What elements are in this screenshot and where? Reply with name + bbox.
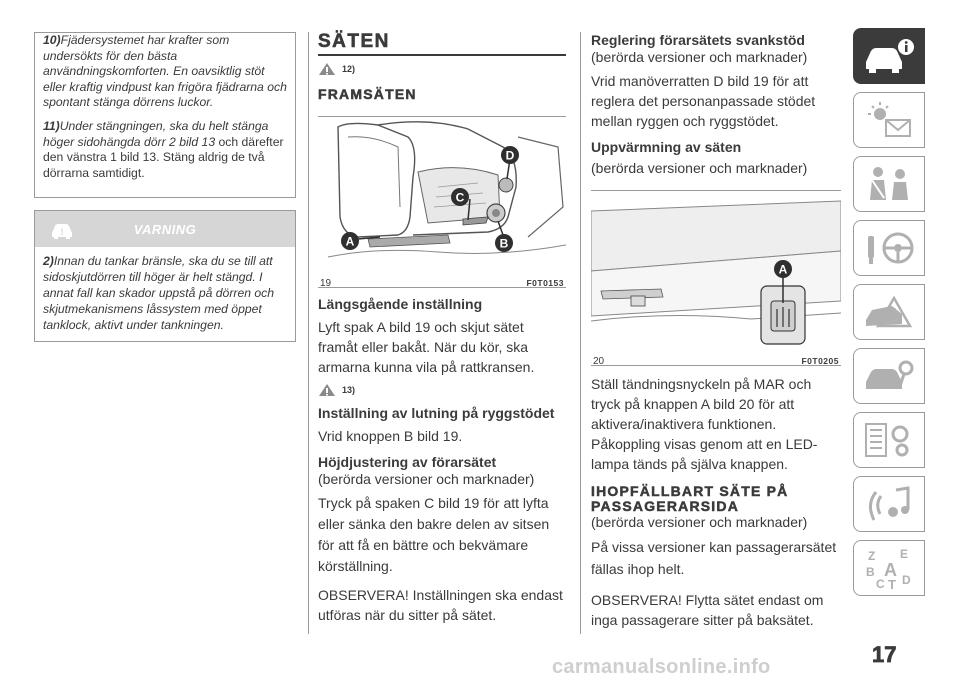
tab-emergency[interactable] (853, 284, 925, 340)
reference-13: 13) (318, 383, 566, 397)
text-svankstod: Vrid manöverratten D bild 19 för att reglera det personanpassade stödet mellan ryggen och ryggstödet. (591, 73, 816, 129)
warning-hand-icon (318, 383, 336, 397)
callout-a (774, 260, 792, 278)
warning-header (35, 211, 295, 247)
index-letter: A (884, 560, 897, 580)
heated-seat-button-illustration (591, 191, 841, 349)
text-ihopfallbart: På vissa versioner kan passagerarsätet fällas ihop helt. (591, 539, 837, 577)
heading-ihopfallbart: IHOPFÄLLBART SÄTE PÅ PASSAGERARSIDA (591, 483, 789, 514)
index-letter: D (902, 573, 911, 587)
tab-index[interactable] (853, 540, 925, 596)
left-column (34, 32, 296, 342)
callout-label-c: C (455, 190, 465, 205)
callout-a (341, 232, 359, 250)
index-letter: Z (868, 549, 876, 563)
note-10: 10)Fjädersystemet har krafter som undersökts för den bästa användningskomforten. En oavsiktlig stöt eller kraftig vindpust kan frigöra fjädrarna och spontant stänga dörrens luckor. (43, 33, 287, 110)
svg-text:!: ! (60, 227, 64, 238)
chapter-sidebar (853, 28, 925, 604)
subheading-versions: (berörda versioner och marknader) (318, 471, 535, 487)
text-lutning: Vrid knoppen B bild 19. (318, 428, 463, 444)
text-uppvarmning: Ställ tändningsnyckeln på MAR och tryck på knappen A bild 20 för att aktivera/inaktivera funktionen. Påkoppling visas genom att en LED-lampa tänds på själva knappen. (591, 376, 818, 472)
figure-code: F0T0205 (801, 356, 839, 366)
figure-number: 20 (593, 356, 605, 367)
car-info-icon (862, 36, 916, 76)
tab-service[interactable] (853, 348, 925, 404)
page-number: 17 (872, 642, 897, 667)
heading-langsgaende: Längsgående inställning (318, 296, 483, 312)
warning-car-icon (49, 217, 75, 246)
tab-car-info[interactable] (853, 28, 925, 84)
callout-label-a: A (345, 234, 355, 249)
seatbelt-safety-icon (862, 164, 916, 204)
callout-b (495, 234, 513, 252)
service-maintenance-icon (862, 356, 916, 396)
subheading-versions: (berörda versioner och marknader) (591, 514, 808, 530)
warning-hand-icon (318, 62, 336, 76)
column-divider (308, 32, 309, 634)
index-icon (862, 546, 916, 590)
middle-column (318, 32, 566, 625)
tab-starting-driving[interactable] (853, 220, 925, 276)
heading-lutning: Inställning av lutning på ryggstödet (318, 405, 555, 421)
notes-box (34, 32, 296, 198)
callout-label-b: B (499, 236, 509, 251)
heading-uppvarmning: Uppvärmning av säten (591, 139, 742, 155)
right-column (591, 32, 841, 630)
figure-19 (318, 116, 566, 288)
watermark: carmanualsonline.info (552, 656, 771, 678)
subheading-versions: (berörda versioner och marknader) (591, 49, 808, 65)
note-ihopfallbart: OBSERVERA! Flytta sätet endast om inga passagerare sitter på baksätet. (591, 592, 824, 628)
figure-20 (591, 190, 841, 366)
title-rule (318, 54, 566, 56)
figure-19-caption (318, 276, 566, 289)
callout-c (451, 188, 469, 206)
note-hojdjustering: OBSERVERA! Inställningen ska endast utföras när du sitter på sätet. (318, 587, 563, 623)
figure-code: F0T0153 (526, 278, 564, 288)
column-divider (580, 32, 581, 634)
tab-safety[interactable] (853, 156, 925, 212)
lights-warning-icon (862, 100, 916, 140)
callout-label-d: D (505, 148, 515, 163)
warning-title: VARNING (133, 221, 197, 237)
index-letter: T (888, 577, 896, 590)
warning-body: 2)Innan du tankar bränsle, ska du se till att sidoskjutdörren till höger är helt stängd. I annat fall kan skador uppstå på dörren och skjutmekanismens låssystem med öppet tanklock, aktivt under tankningen. (43, 254, 275, 333)
index-letter: C (876, 577, 885, 590)
tab-multimedia[interactable] (853, 476, 925, 532)
text-langsgaende: Lyft spak A bild 19 och skjut sätet framåt eller bakåt. När du kör, ska armarna kunna vila på rattkransen. (318, 319, 535, 375)
tech-specs-icon (862, 420, 916, 460)
emergency-icon (862, 292, 916, 332)
tab-technical-data[interactable] (853, 412, 925, 468)
subheading-versions: (berörda versioner och marknader) (591, 160, 808, 176)
reference-12: 12) (318, 62, 566, 76)
multimedia-icon (862, 484, 916, 524)
index-letter: B (866, 565, 875, 579)
seat-adjustment-illustration (318, 117, 566, 271)
heading-hojdjustering: Höjdjustering av förarsätet (318, 454, 497, 470)
subtitle-framsaten: FRAMSÄTEN (318, 86, 417, 102)
callout-d (501, 146, 519, 164)
figure-number: 19 (320, 278, 332, 289)
index-letter: E (900, 547, 909, 561)
warning-box (34, 210, 296, 342)
tab-lights-warnings[interactable] (853, 92, 925, 148)
note-11: 11)Under stängningen, ska du helt stänga höger sidohängda dörr 2 bild 13 och därefter den vänstra 1 bild 13. Stäng aldrig de två dörrarna samtidigt. (43, 118, 284, 180)
heading-svankstod: Reglering förarsätets svankstöd (591, 32, 805, 48)
callout-label-a: A (778, 262, 788, 277)
section-title-saten: SÄTEN (318, 31, 390, 52)
key-steering-icon (862, 228, 916, 268)
figure-20-caption (591, 354, 841, 367)
text-hojdjustering: Tryck på spaken C bild 19 för att lyfta eller sänka den bakre delen av sitsen för att få en bättre och bekvämare körställning. (318, 495, 550, 574)
